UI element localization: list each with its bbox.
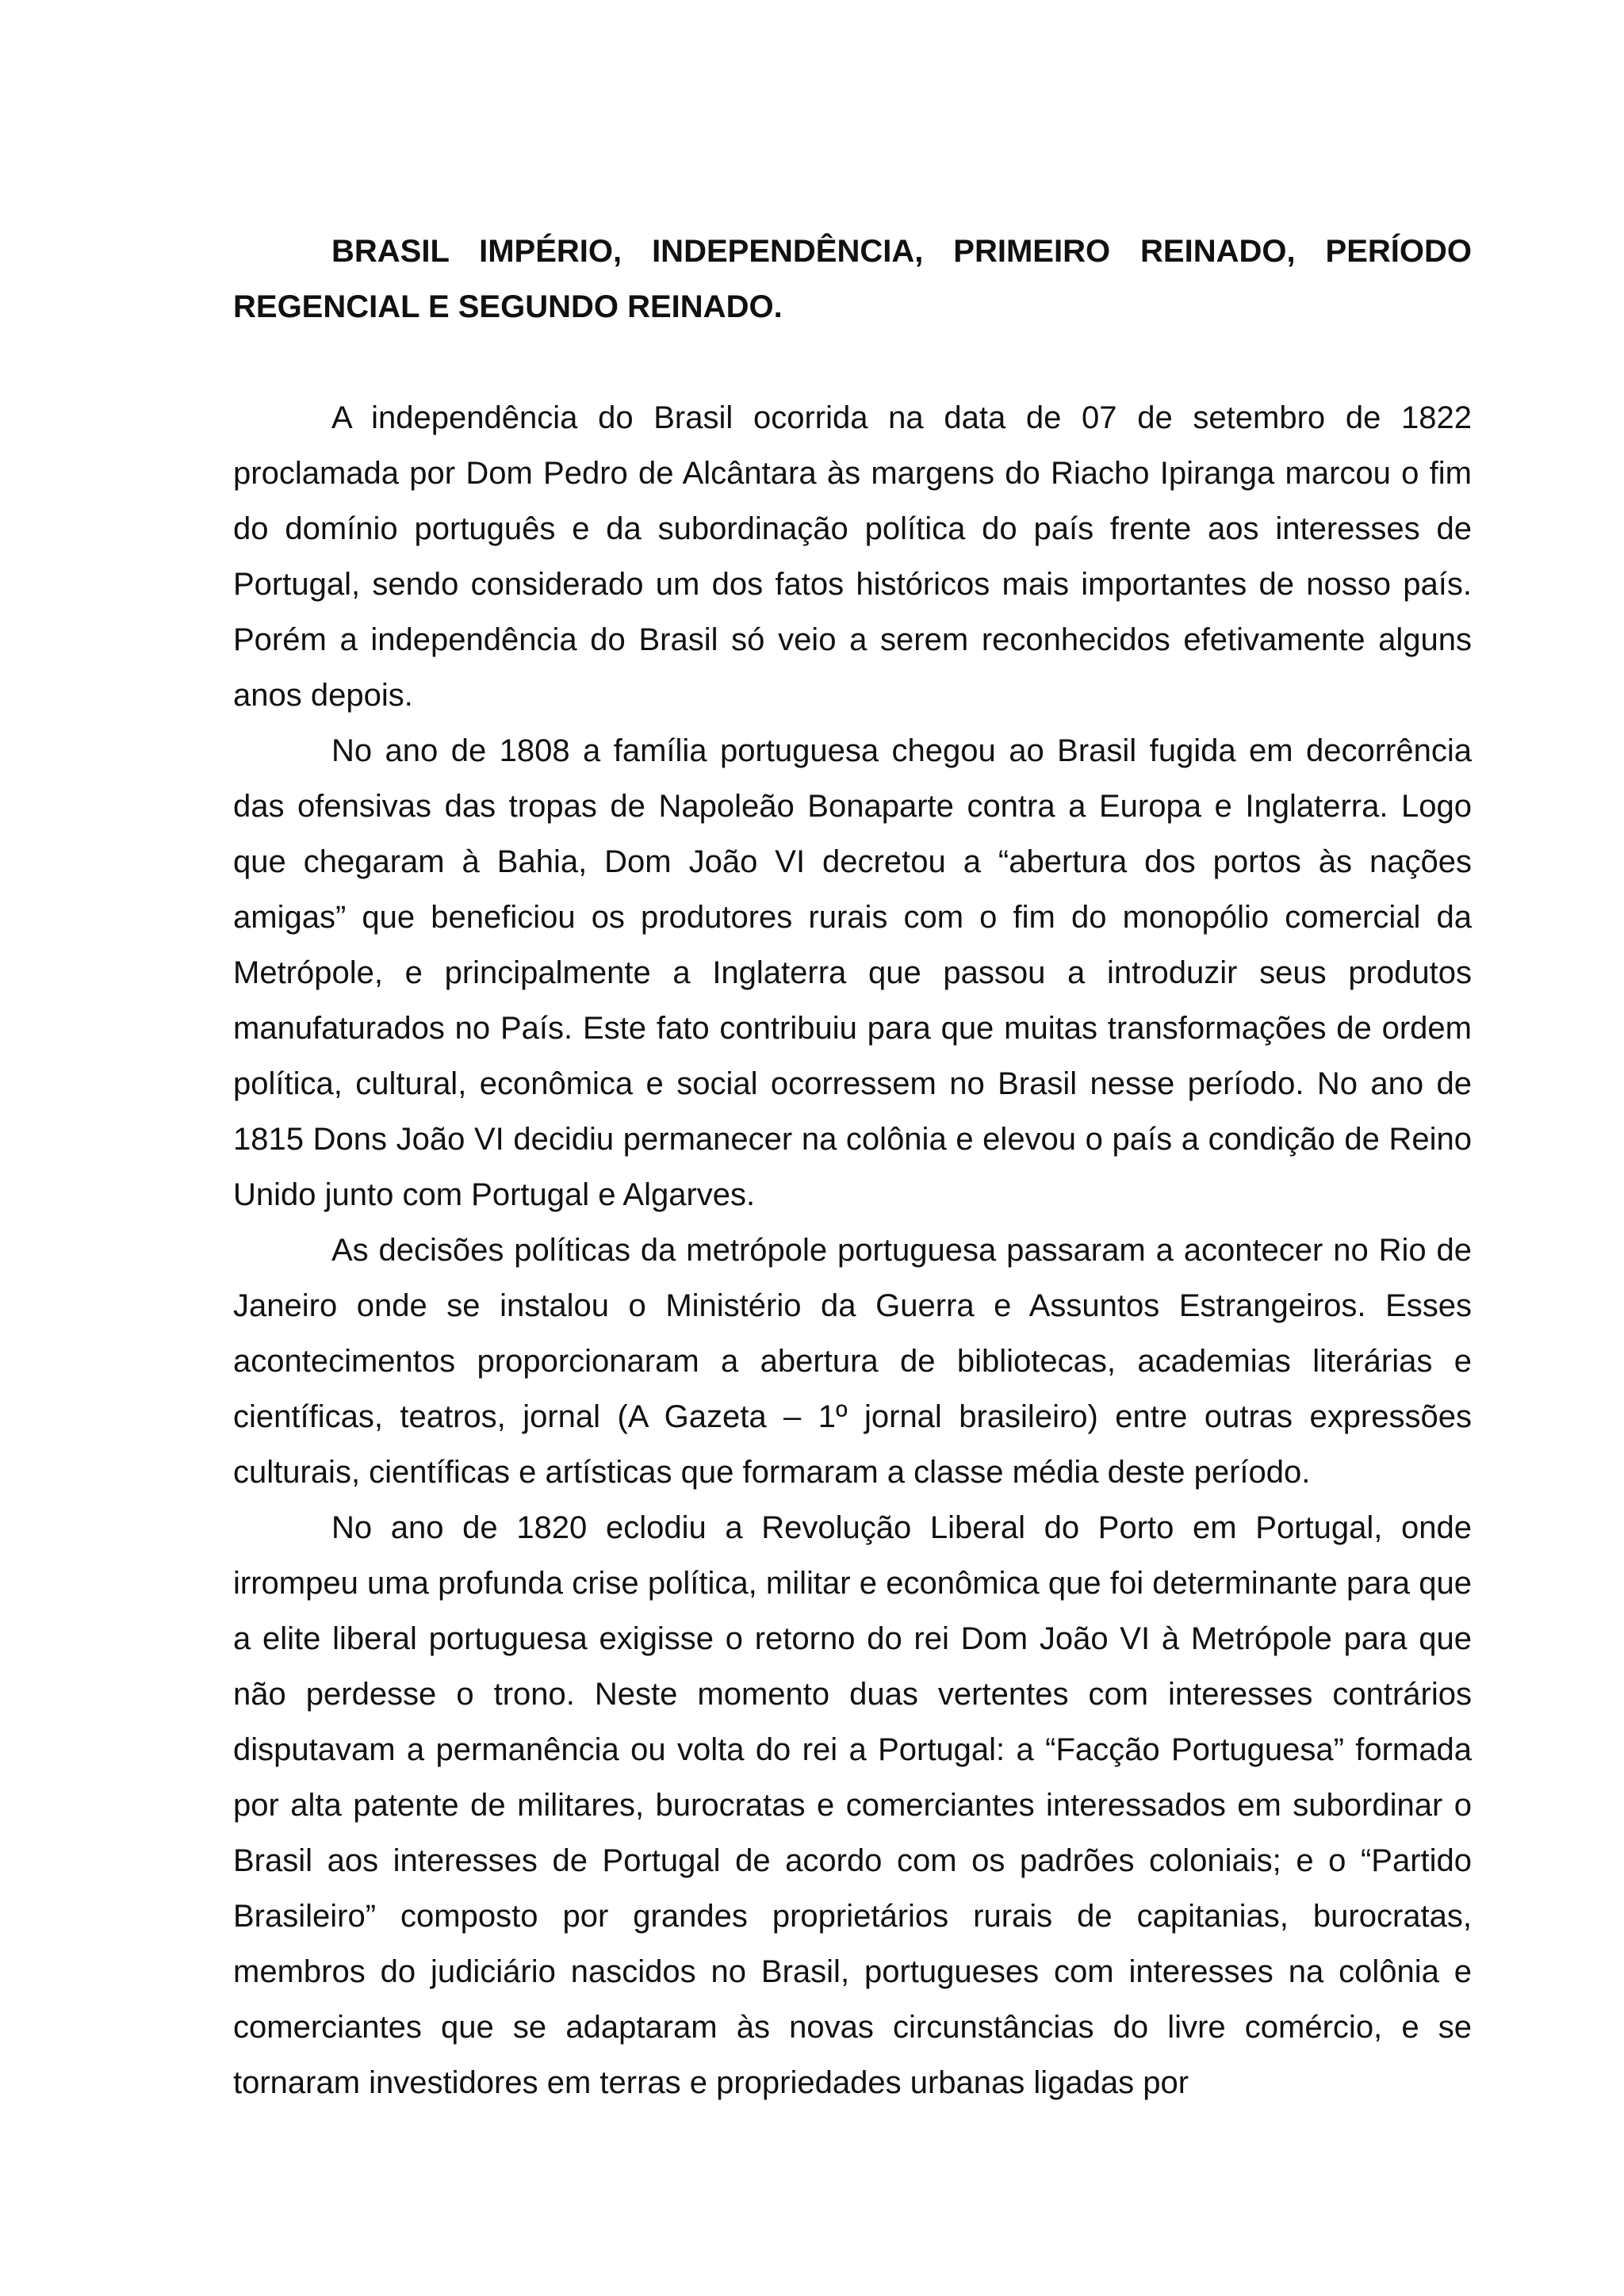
paragraph-1808-royal-family: No ano de 1808 a família portuguesa chegou ao Brasil fugida em decorrência das ofensivas das tropas de Napoleão Bonaparte contra a Europa e Inglaterra. Logo que chegaram à Bahia, Dom João VI decretou a “abertura dos portos às nações amigas” que beneficiou os produtores rurais com o fim do monopólio comercial da Metrópole, e principalmente a Inglaterra que passou a introduzir seus produtos manufaturados no País. Este fato contribuiu para que muitas transformações de ordem política, cultural, econômica e social ocorressem no Brasil nesse período. No ano de 1815 Dons João VI decidiu permanecer na colônia e elevou o país a condição de Reino Unido junto com Portugal e Algarves. <box>233 733 1472 1212</box>
paragraph-independence: A independência do Brasil ocorrida na data de 07 de setembro de 1822 proclamada por Dom Pedro de Alcântara às margens do Riacho Ipiranga marcou o fim do domínio português e da subordinação política do país frente aos interesses de Portugal, sendo considerado um dos fatos históricos mais importantes de nosso país. Porém a independência do Brasil só veio a serem reconhecidos efetivamente alguns anos depois. <box>233 400 1472 713</box>
paragraph-political-decisions: As decisões políticas da metrópole portuguesa passaram a acontecer no Rio de Janeiro onde se instalou o Ministério da Guerra e Assuntos Estrangeiros. Esses acontecimentos proporcionaram a abertura de bibliotecas, academias literárias e científicas, teatros, jornal (A Gazeta – 1º jornal brasileiro) entre outras expressões culturais, científicas e artísticas que formaram a classe média deste período. <box>233 1233 1472 1490</box>
title-spacer <box>233 335 1472 390</box>
document-body <box>233 224 1472 2110</box>
document-title: BRASIL IMPÉRIO, INDEPENDÊNCIA, PRIMEIRO REINADO, PERÍODO REGENCIAL E SEGUNDO REINADO. <box>233 234 1472 324</box>
paragraph-1820-liberal-revolution: No ano de 1820 eclodiu a Revolução Liberal do Porto em Portugal, onde irrompeu uma profunda crise política, militar e econômica que foi determinante para que a elite liberal portuguesa exigisse o retorno do rei Dom João VI à Metrópole para que não perdesse o trono. Neste momento duas vertentes com interesses contrários disputavam a permanência ou volta do rei a Portugal: a “Facção Portuguesa” formada por alta patente de militares, burocratas e comerciantes interessados em subordinar o Brasil aos interesses de Portugal de acordo com os padrões coloniais; e o “Partido Brasileiro” composto por grandes proprietários rurais de capitanias, burocratas, membros do judiciário nascidos no Brasil, portugueses com interesses na colônia e comerciantes que se adaptaram às novas circunstâncias do livre comércio, e se tornaram investidores em terras e propriedades urbanas ligadas por <box>233 1510 1472 2100</box>
